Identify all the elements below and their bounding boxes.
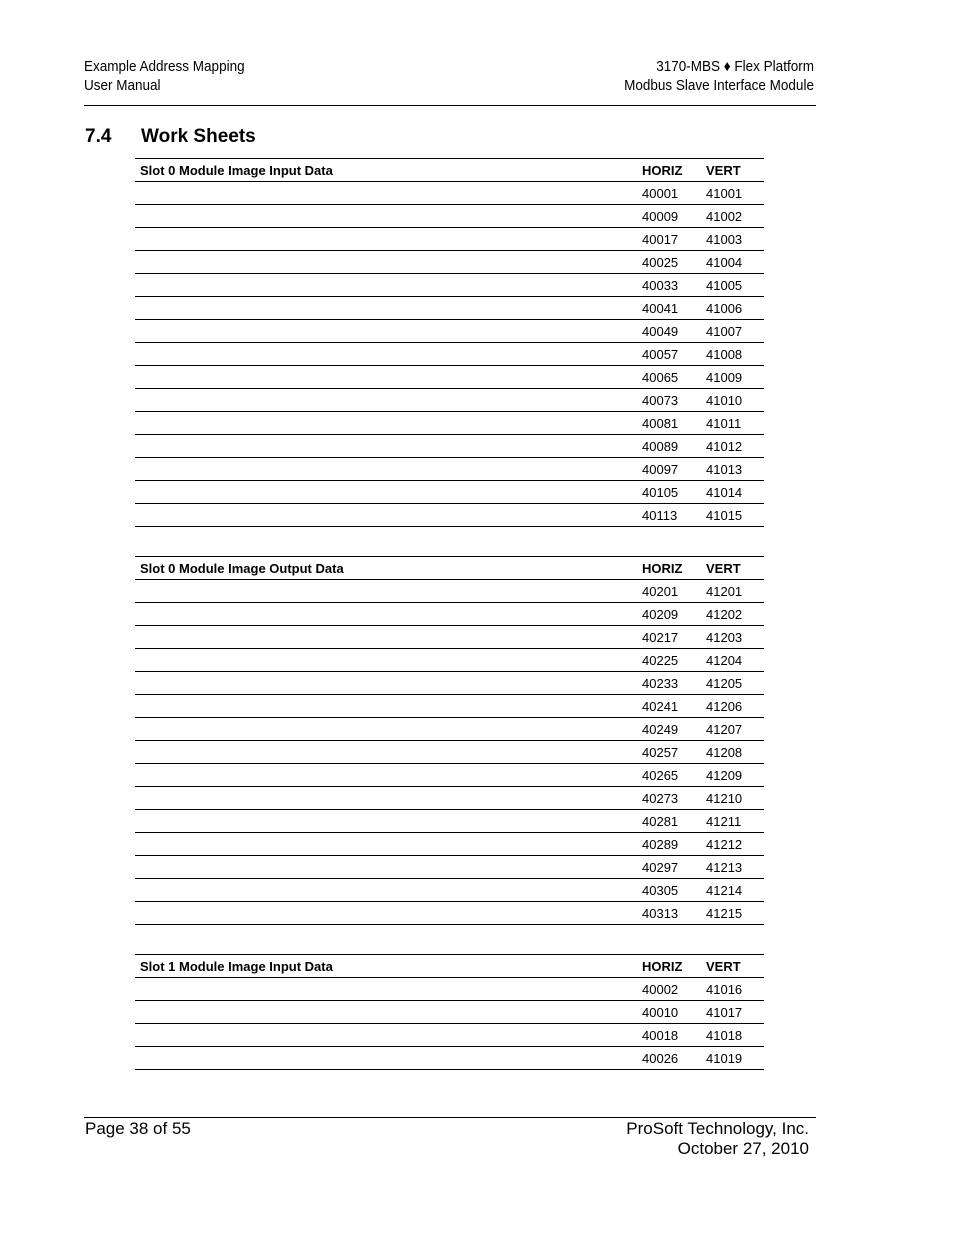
column-header-vert: VERT	[706, 557, 764, 580]
table-title: Slot 0 Module Image Output Data	[135, 557, 642, 580]
row-label-cell	[135, 810, 642, 833]
table-title: Slot 1 Module Image Input Data	[135, 955, 642, 978]
row-label-cell	[135, 274, 642, 297]
horiz-address: 40041	[642, 297, 706, 320]
page-header-right	[624, 57, 814, 95]
horiz-address: 40001	[642, 182, 706, 205]
table-row	[135, 481, 764, 504]
row-label-cell	[135, 695, 642, 718]
table-row	[135, 251, 764, 274]
table-row	[135, 389, 764, 412]
horiz-address: 40089	[642, 435, 706, 458]
row-label-cell	[135, 435, 642, 458]
vert-address: 41011	[706, 412, 764, 435]
row-label-cell	[135, 1024, 642, 1047]
table-row	[135, 1001, 764, 1024]
row-label-cell	[135, 504, 642, 527]
horiz-address: 40002	[642, 978, 706, 1001]
vert-address: 41202	[706, 603, 764, 626]
column-header-vert: VERT	[706, 955, 764, 978]
header-product-description: Modbus Slave Interface Module	[624, 77, 814, 94]
table-row	[135, 458, 764, 481]
vert-address: 41010	[706, 389, 764, 412]
worksheet-table	[135, 158, 764, 527]
footer-divider	[84, 1117, 816, 1118]
vert-address: 41013	[706, 458, 764, 481]
vert-address: 41211	[706, 810, 764, 833]
row-label-cell	[135, 978, 642, 1001]
table-row	[135, 672, 764, 695]
column-header-horiz: HORIZ	[642, 159, 706, 182]
horiz-address: 40225	[642, 649, 706, 672]
row-label-cell	[135, 228, 642, 251]
horiz-address: 40313	[642, 902, 706, 925]
vert-address: 41204	[706, 649, 764, 672]
vert-address: 41205	[706, 672, 764, 695]
vert-address: 41017	[706, 1001, 764, 1024]
header-chapter-title: Example Address Mapping	[84, 58, 245, 75]
row-label-cell	[135, 320, 642, 343]
horiz-address: 40018	[642, 1024, 706, 1047]
vert-address: 41001	[706, 182, 764, 205]
row-label-cell	[135, 366, 642, 389]
vert-address: 41201	[706, 580, 764, 603]
horiz-address: 40105	[642, 481, 706, 504]
table-row	[135, 504, 764, 527]
vert-address: 41214	[706, 879, 764, 902]
table-header-row	[135, 159, 764, 182]
table-row	[135, 978, 764, 1001]
horiz-address: 40026	[642, 1047, 706, 1070]
vert-address: 41009	[706, 366, 764, 389]
table-row	[135, 182, 764, 205]
horiz-address: 40113	[642, 504, 706, 527]
row-label-cell	[135, 297, 642, 320]
worksheet-table	[135, 954, 764, 1070]
row-label-cell	[135, 580, 642, 603]
horiz-address: 40081	[642, 412, 706, 435]
column-header-horiz: HORIZ	[642, 955, 706, 978]
table-row	[135, 343, 764, 366]
vert-address: 41213	[706, 856, 764, 879]
horiz-address: 40257	[642, 741, 706, 764]
vert-address: 41212	[706, 833, 764, 856]
page-number: Page 38 of 55	[85, 1119, 191, 1138]
table-row	[135, 856, 764, 879]
section-title: Work Sheets	[141, 126, 256, 147]
horiz-address: 40273	[642, 787, 706, 810]
header-product-name: 3170-MBS ♦ Flex Platform	[656, 58, 814, 75]
row-label-cell	[135, 672, 642, 695]
vert-address: 41019	[706, 1047, 764, 1070]
horiz-address: 40281	[642, 810, 706, 833]
table-row	[135, 435, 764, 458]
table-row	[135, 695, 764, 718]
vert-address: 41003	[706, 228, 764, 251]
horiz-address: 40241	[642, 695, 706, 718]
table-row	[135, 297, 764, 320]
vert-address: 41015	[706, 504, 764, 527]
row-label-cell	[135, 1047, 642, 1070]
vert-address: 41006	[706, 297, 764, 320]
table-row	[135, 833, 764, 856]
row-label-cell	[135, 879, 642, 902]
vert-address: 41008	[706, 343, 764, 366]
page-footer-right	[626, 1119, 809, 1159]
worksheet-tables	[135, 158, 764, 1099]
row-label-cell	[135, 481, 642, 504]
vert-address: 41206	[706, 695, 764, 718]
row-label-cell	[135, 764, 642, 787]
header-divider	[84, 105, 816, 106]
vert-address: 41004	[706, 251, 764, 274]
table-row	[135, 205, 764, 228]
vert-address: 41018	[706, 1024, 764, 1047]
table-row	[135, 810, 764, 833]
horiz-address: 40217	[642, 626, 706, 649]
header-document-type: User Manual	[84, 77, 161, 94]
table-row	[135, 787, 764, 810]
table-row	[135, 902, 764, 925]
table-row	[135, 1047, 764, 1070]
horiz-address: 40233	[642, 672, 706, 695]
horiz-address: 40033	[642, 274, 706, 297]
table-row	[135, 412, 764, 435]
row-label-cell	[135, 412, 642, 435]
horiz-address: 40297	[642, 856, 706, 879]
vert-address: 41215	[706, 902, 764, 925]
vert-address: 41207	[706, 718, 764, 741]
vert-address: 41208	[706, 741, 764, 764]
row-label-cell	[135, 343, 642, 366]
row-label-cell	[135, 718, 642, 741]
row-label-cell	[135, 205, 642, 228]
row-label-cell	[135, 389, 642, 412]
table-header-row	[135, 955, 764, 978]
vert-address: 41005	[706, 274, 764, 297]
table-row	[135, 274, 764, 297]
section-heading	[85, 126, 256, 148]
table-row	[135, 320, 764, 343]
table-title: Slot 0 Module Image Input Data	[135, 159, 642, 182]
table-header-row	[135, 557, 764, 580]
horiz-address: 40009	[642, 205, 706, 228]
table-row	[135, 228, 764, 251]
vert-address: 41203	[706, 626, 764, 649]
horiz-address: 40073	[642, 389, 706, 412]
horiz-address: 40017	[642, 228, 706, 251]
horiz-address: 40057	[642, 343, 706, 366]
horiz-address: 40049	[642, 320, 706, 343]
table-row	[135, 580, 764, 603]
column-header-horiz: HORIZ	[642, 557, 706, 580]
horiz-address: 40065	[642, 366, 706, 389]
vert-address: 41210	[706, 787, 764, 810]
table-row	[135, 626, 764, 649]
row-label-cell	[135, 1001, 642, 1024]
page-header-left	[84, 57, 245, 95]
row-label-cell	[135, 787, 642, 810]
vert-address: 41209	[706, 764, 764, 787]
section-number: 7.4	[85, 126, 112, 147]
table-row	[135, 764, 764, 787]
table-row	[135, 603, 764, 626]
vert-address: 41014	[706, 481, 764, 504]
row-label-cell	[135, 603, 642, 626]
row-label-cell	[135, 856, 642, 879]
horiz-address: 40249	[642, 718, 706, 741]
vert-address: 41007	[706, 320, 764, 343]
table-row	[135, 879, 764, 902]
horiz-address: 40209	[642, 603, 706, 626]
horiz-address: 40201	[642, 580, 706, 603]
row-label-cell	[135, 251, 642, 274]
horiz-address: 40289	[642, 833, 706, 856]
row-label-cell	[135, 649, 642, 672]
vert-address: 41016	[706, 978, 764, 1001]
row-label-cell	[135, 458, 642, 481]
table-row	[135, 366, 764, 389]
row-label-cell	[135, 182, 642, 205]
footer-company: ProSoft Technology, Inc.	[626, 1119, 809, 1138]
row-label-cell	[135, 833, 642, 856]
worksheet-table	[135, 556, 764, 925]
vert-address: 41012	[706, 435, 764, 458]
footer-date: October 27, 2010	[677, 1139, 809, 1158]
table-row	[135, 649, 764, 672]
horiz-address: 40305	[642, 879, 706, 902]
table-row	[135, 741, 764, 764]
row-label-cell	[135, 626, 642, 649]
column-header-vert: VERT	[706, 159, 764, 182]
vert-address: 41002	[706, 205, 764, 228]
horiz-address: 40265	[642, 764, 706, 787]
row-label-cell	[135, 902, 642, 925]
horiz-address: 40025	[642, 251, 706, 274]
row-label-cell	[135, 741, 642, 764]
table-row	[135, 718, 764, 741]
horiz-address: 40010	[642, 1001, 706, 1024]
table-row	[135, 1024, 764, 1047]
horiz-address: 40097	[642, 458, 706, 481]
